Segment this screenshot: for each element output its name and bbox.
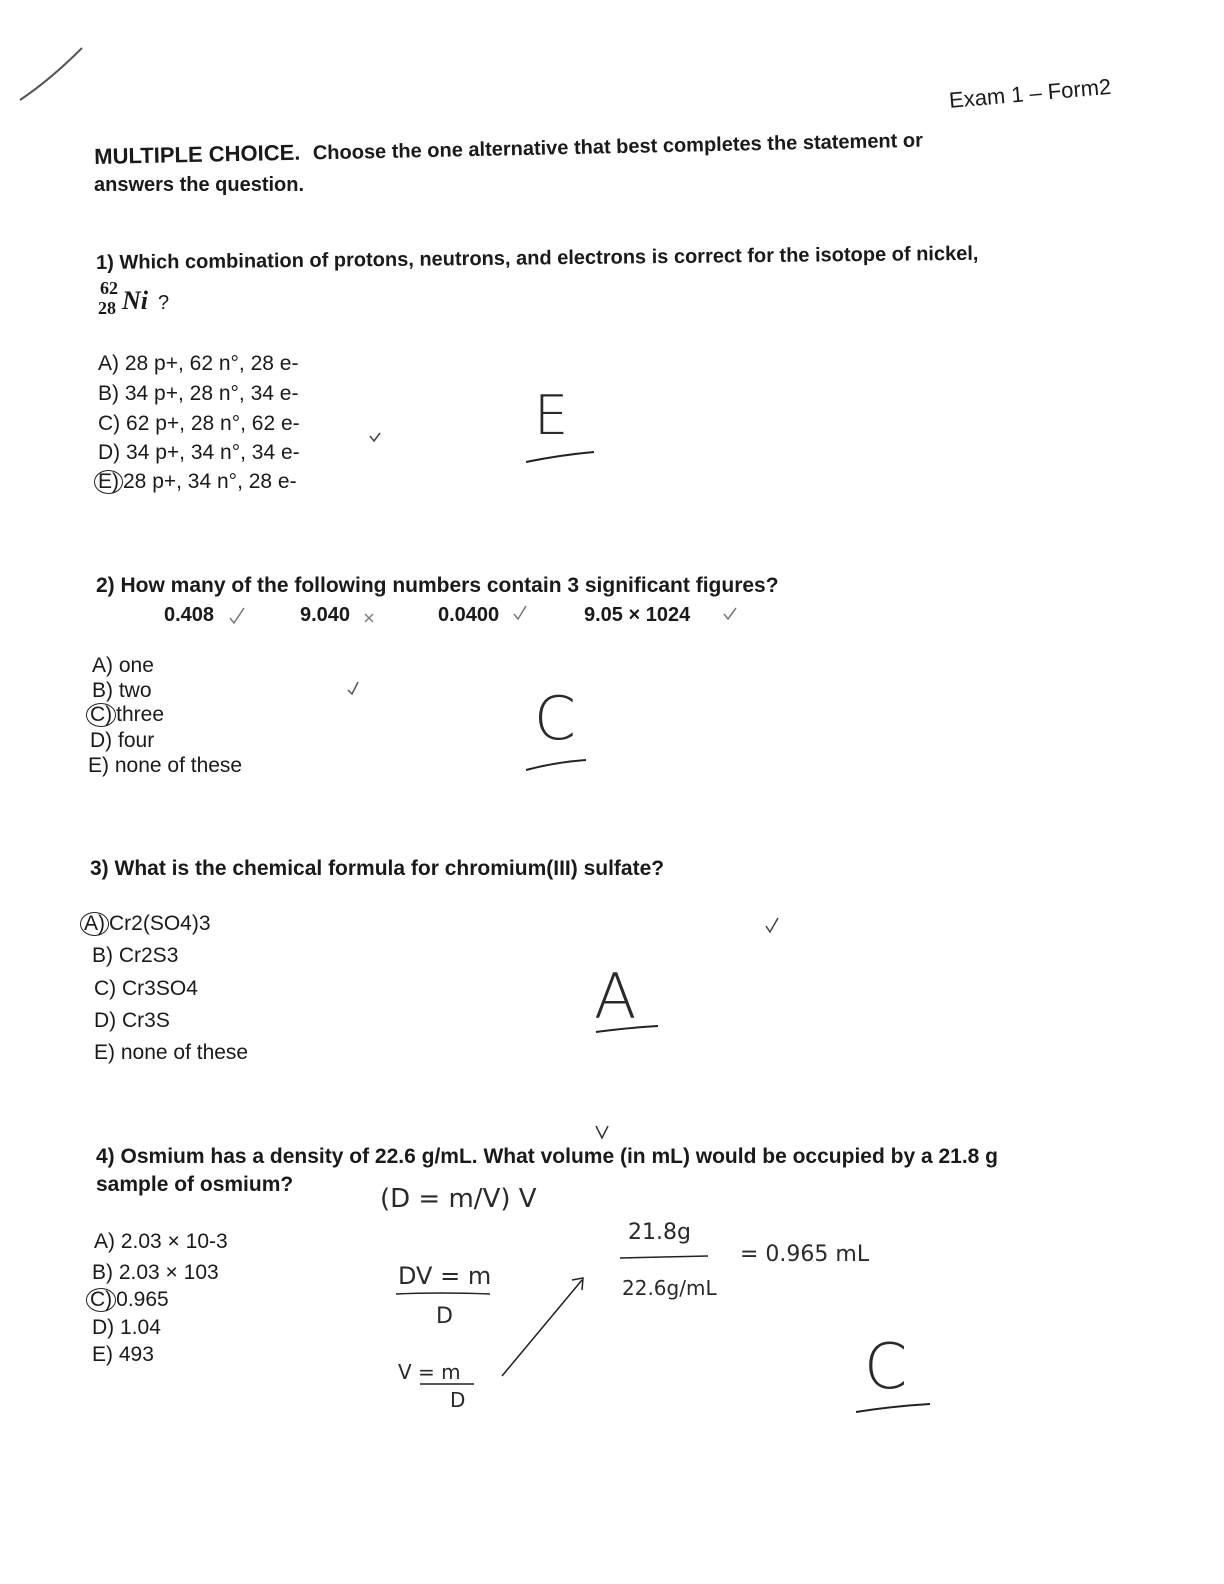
instructions-lead: MULTIPLE CHOICE. bbox=[94, 139, 301, 169]
instructions-line2: answers the question. bbox=[94, 174, 305, 196]
q1-option-e[interactable]: E) 28 p+, 34 n°, 28 e- bbox=[94, 470, 297, 494]
q1-handwritten-answer: E bbox=[534, 384, 569, 447]
q4-option-d[interactable]: D) 1.04 bbox=[92, 1316, 161, 1339]
q4-selected-circle: C) bbox=[86, 1288, 116, 1312]
q1-text: 1) Which combination of protons, neutrons, and electrons is correct for the isotope of nickel, bbox=[96, 242, 979, 274]
q4-work-line-1 bbox=[396, 1293, 490, 1294]
q2-number-1: 0.408 bbox=[164, 604, 215, 626]
q2-number-3: 0.0400 bbox=[438, 604, 500, 626]
q2-check-1 bbox=[230, 608, 244, 623]
q2-option-c[interactable]: C) three bbox=[86, 703, 164, 727]
q1-atomic-number: 28 bbox=[98, 298, 116, 318]
q2-number-4: 9.05 × 1024 bbox=[584, 604, 691, 626]
q1-symbol: Ni bbox=[122, 286, 148, 315]
q4-work-calc-num: 21.8g bbox=[628, 1220, 691, 1245]
q4-work-step1: DV = m bbox=[398, 1262, 492, 1290]
q1-mass-number: 62 bbox=[100, 278, 118, 298]
q2-option-a[interactable]: A) one bbox=[92, 654, 154, 677]
q3-option-d[interactable]: D) Cr3S bbox=[94, 1009, 170, 1032]
q1-option-a[interactable]: A) 28 p+, 62 n°, 28 e- bbox=[98, 352, 299, 375]
q3-answer-underline bbox=[596, 1026, 658, 1032]
q3-handwritten-answer: A bbox=[594, 960, 637, 1033]
instructions-text: Choose the one alternative that best completes the statement or bbox=[312, 129, 924, 165]
q4-arrow bbox=[502, 1278, 583, 1376]
q4-option-e[interactable]: E) 493 bbox=[92, 1343, 154, 1366]
q4-work-line-3 bbox=[620, 1256, 708, 1258]
q3-check-mark bbox=[766, 918, 778, 932]
q3-option-a[interactable]: A) Cr2(SO4)3 bbox=[80, 912, 211, 936]
q4-text-line2: sample of osmium? bbox=[96, 1173, 294, 1196]
q2-x-2 bbox=[365, 614, 373, 622]
q3-option-b[interactable]: B) Cr2S3 bbox=[92, 944, 179, 967]
q2-option-b[interactable]: B) two bbox=[92, 679, 152, 702]
exam-label: Exam 1 – Form2 bbox=[948, 73, 1113, 113]
q4-handwritten-answer-visible: C bbox=[864, 1330, 908, 1403]
q2-answer-underline bbox=[526, 760, 586, 770]
q2-selected-circle: C) bbox=[86, 703, 116, 727]
q4-work-step1-den: D bbox=[436, 1304, 453, 1329]
q4-option-b[interactable]: B) 2.03 × 103 bbox=[92, 1261, 219, 1284]
q3-selected-circle: A) bbox=[80, 912, 109, 936]
q2-check-5 bbox=[348, 682, 358, 694]
q4-work-step2-den: D bbox=[450, 1388, 466, 1412]
q2-number-2: 9.040 bbox=[300, 604, 351, 626]
q2-check-3 bbox=[514, 606, 526, 619]
q2-option-d[interactable]: D) four bbox=[90, 729, 155, 752]
q1-option-d[interactable]: D) 34 p+, 34 n°, 34 e- bbox=[98, 441, 300, 464]
q4-work-result: = 0.965 mL bbox=[740, 1242, 870, 1267]
q1-option-b[interactable]: B) 34 p+, 28 n°, 34 e- bbox=[98, 382, 299, 405]
q2-text: 2) How many of the following numbers contain 3 significant figures? bbox=[96, 574, 779, 597]
corner-pen-stroke bbox=[20, 48, 82, 100]
q3-option-e[interactable]: E) none of these bbox=[94, 1041, 249, 1064]
q1-qmark: ? bbox=[158, 292, 170, 314]
q4-work-calc-den: 22.6g/mL bbox=[622, 1276, 717, 1300]
q4-option-c[interactable]: C) 0.965 bbox=[86, 1288, 169, 1312]
q1-check-mark bbox=[370, 433, 380, 441]
q4-check-mark bbox=[596, 1126, 608, 1138]
q2-check-4 bbox=[724, 608, 736, 619]
q1-selected-circle: E) bbox=[94, 470, 123, 494]
q4-text-line1: 4) Osmium has a density of 22.6 g/mL. What volume (in mL) would be occupied by a 21.8 g bbox=[96, 1145, 999, 1168]
q2-handwritten-answer: C bbox=[534, 684, 576, 754]
q1-answer-underline bbox=[526, 452, 594, 462]
q4-work-formula: (D = m/V) V bbox=[380, 1184, 537, 1214]
q1-option-c[interactable]: C) 62 p+, 28 n°, 62 e- bbox=[98, 412, 300, 435]
q3-text: 3) What is the chemical formula for chromium(III) sulfate? bbox=[90, 857, 665, 880]
q2-option-e[interactable]: E) none of these bbox=[88, 754, 243, 777]
q4-answer-underline bbox=[856, 1404, 930, 1412]
q4-option-a[interactable]: A) 2.03 × 10-3 bbox=[94, 1230, 228, 1253]
q3-option-c[interactable]: C) Cr3SO4 bbox=[94, 977, 198, 1000]
q4-work-step2-num: V = m bbox=[398, 1360, 461, 1384]
